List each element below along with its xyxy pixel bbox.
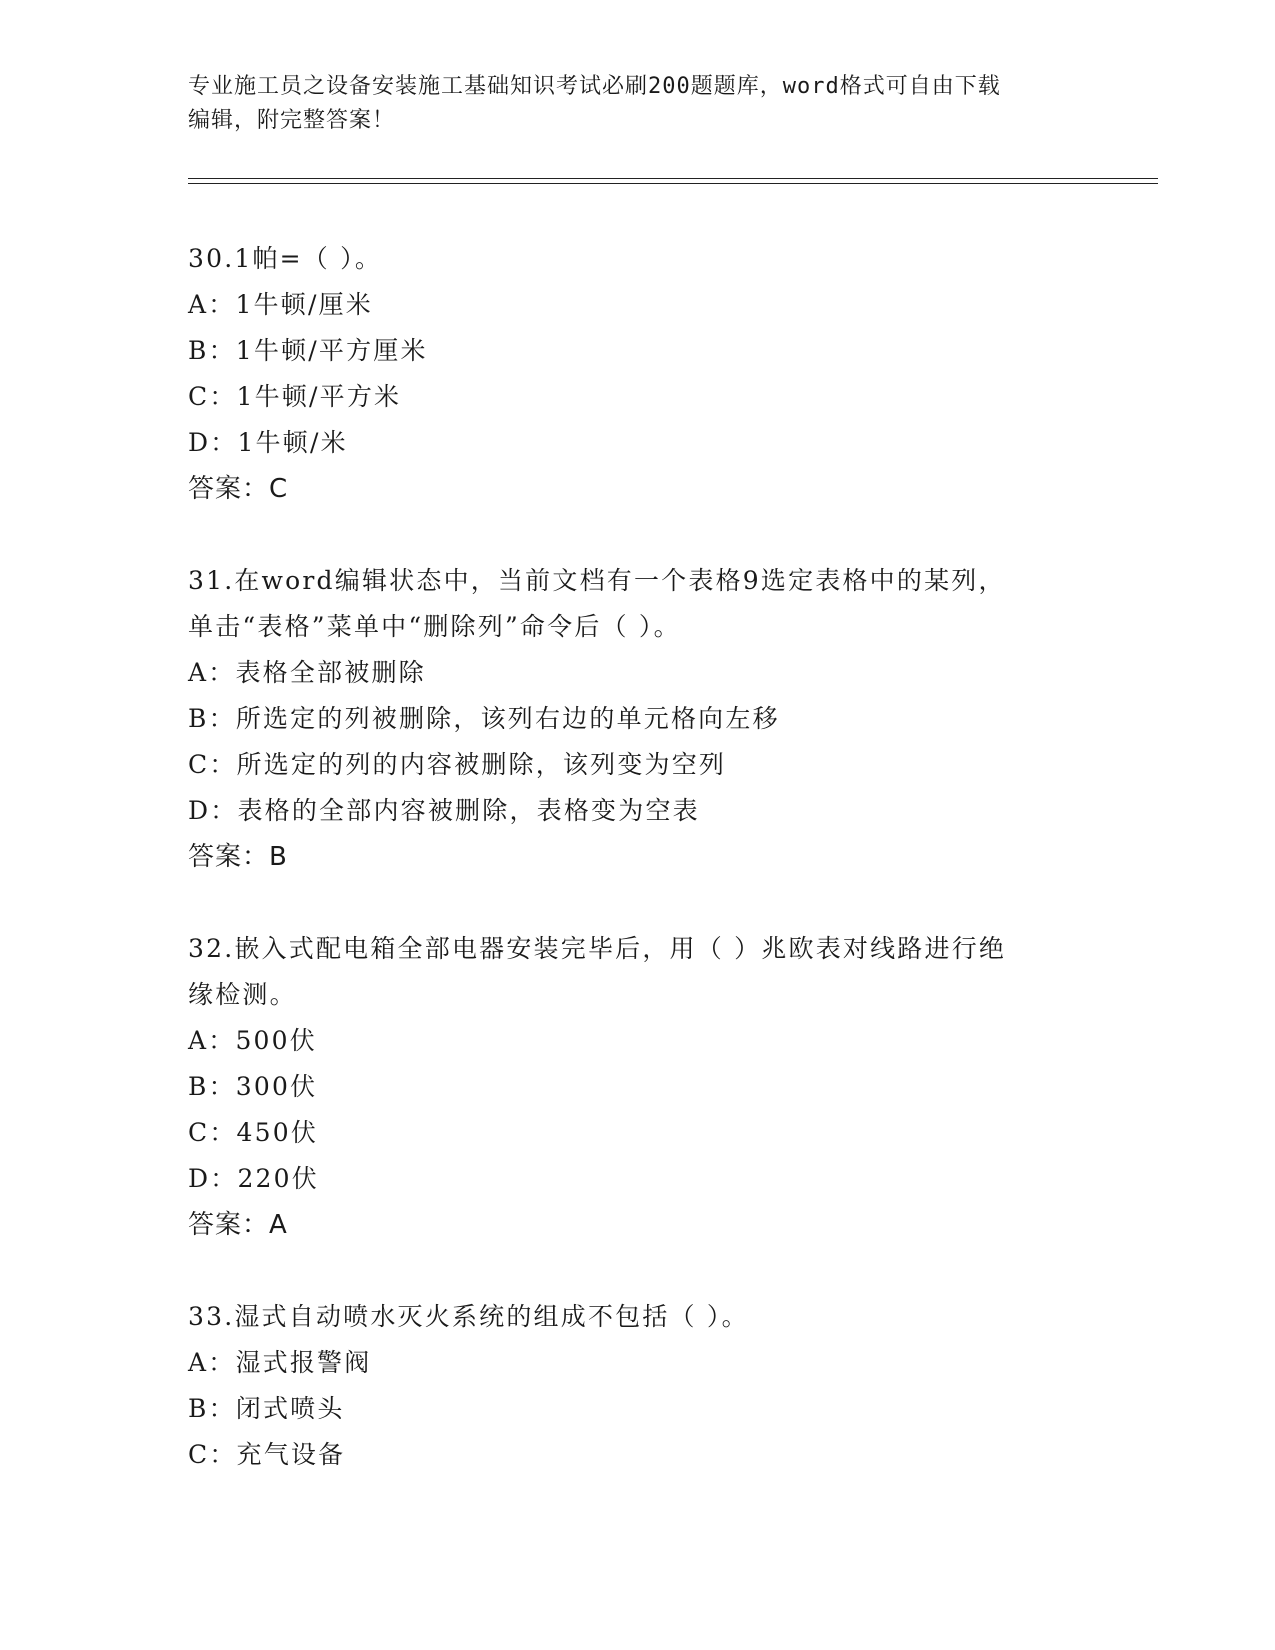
option-a: A：表格全部被删除 xyxy=(188,658,426,687)
question-stem-line-1: 32.嵌入式配电箱全部电器安装完毕后，用（ ）兆欧表对线路进行绝 xyxy=(188,934,1007,963)
option-b: B：闭式喷头 xyxy=(188,1394,345,1423)
document-header xyxy=(188,70,1068,138)
option-c: C：1牛顿/平方米 xyxy=(188,382,402,411)
option-b: B：300伏 xyxy=(188,1072,318,1101)
option-c: C：充气设备 xyxy=(188,1440,346,1469)
question-stem-line-1: 31.在word编辑状态中，当前文档有一个表格9选定表格中的某列， xyxy=(188,566,1006,595)
header-title-line-1: 专业施工员之设备安装施工基础知识考试必刷200题题库，word格式可自由下载 xyxy=(188,74,1001,99)
option-d: D：220伏 xyxy=(188,1164,319,1193)
question-stem: 30.1帕=（ ）。 xyxy=(188,244,383,273)
option-a: A：500伏 xyxy=(188,1026,317,1055)
question-33 xyxy=(188,1294,1108,1478)
answer-line: 答案：B xyxy=(188,842,288,872)
question-list xyxy=(188,236,1108,1524)
header-divider-bottom xyxy=(188,183,1158,184)
option-c: C：450伏 xyxy=(188,1118,319,1147)
question-stem: 33.湿式自动喷水灭火系统的组成不包括（ ）。 xyxy=(188,1302,749,1331)
option-d: D：1牛顿/米 xyxy=(188,428,348,457)
option-c: C：所选定的列的内容被删除，该列变为空列 xyxy=(188,750,727,779)
option-b: B：所选定的列被删除，该列右边的单元格向左移 xyxy=(188,704,780,733)
question-stem-line-2: 缘检测。 xyxy=(188,980,297,1009)
question-32 xyxy=(188,926,1108,1248)
option-d: D：表格的全部内容被删除，表格变为空表 xyxy=(188,796,700,825)
answer-line: 答案：A xyxy=(188,1210,288,1240)
question-31 xyxy=(188,558,1108,880)
answer-line: 答案：C xyxy=(188,474,289,504)
option-b: B：1牛顿/平方厘米 xyxy=(188,336,428,365)
option-a: A：1牛顿/厘米 xyxy=(188,290,373,319)
question-stem-line-2: 单击“表格”菜单中“删除列”命令后（ ）。 xyxy=(188,612,681,641)
header-divider-top xyxy=(188,178,1158,179)
header-title-line-2: 编辑，附完整答案！ xyxy=(188,108,396,133)
option-a: A：湿式报警阀 xyxy=(188,1348,372,1377)
question-30 xyxy=(188,236,1108,512)
